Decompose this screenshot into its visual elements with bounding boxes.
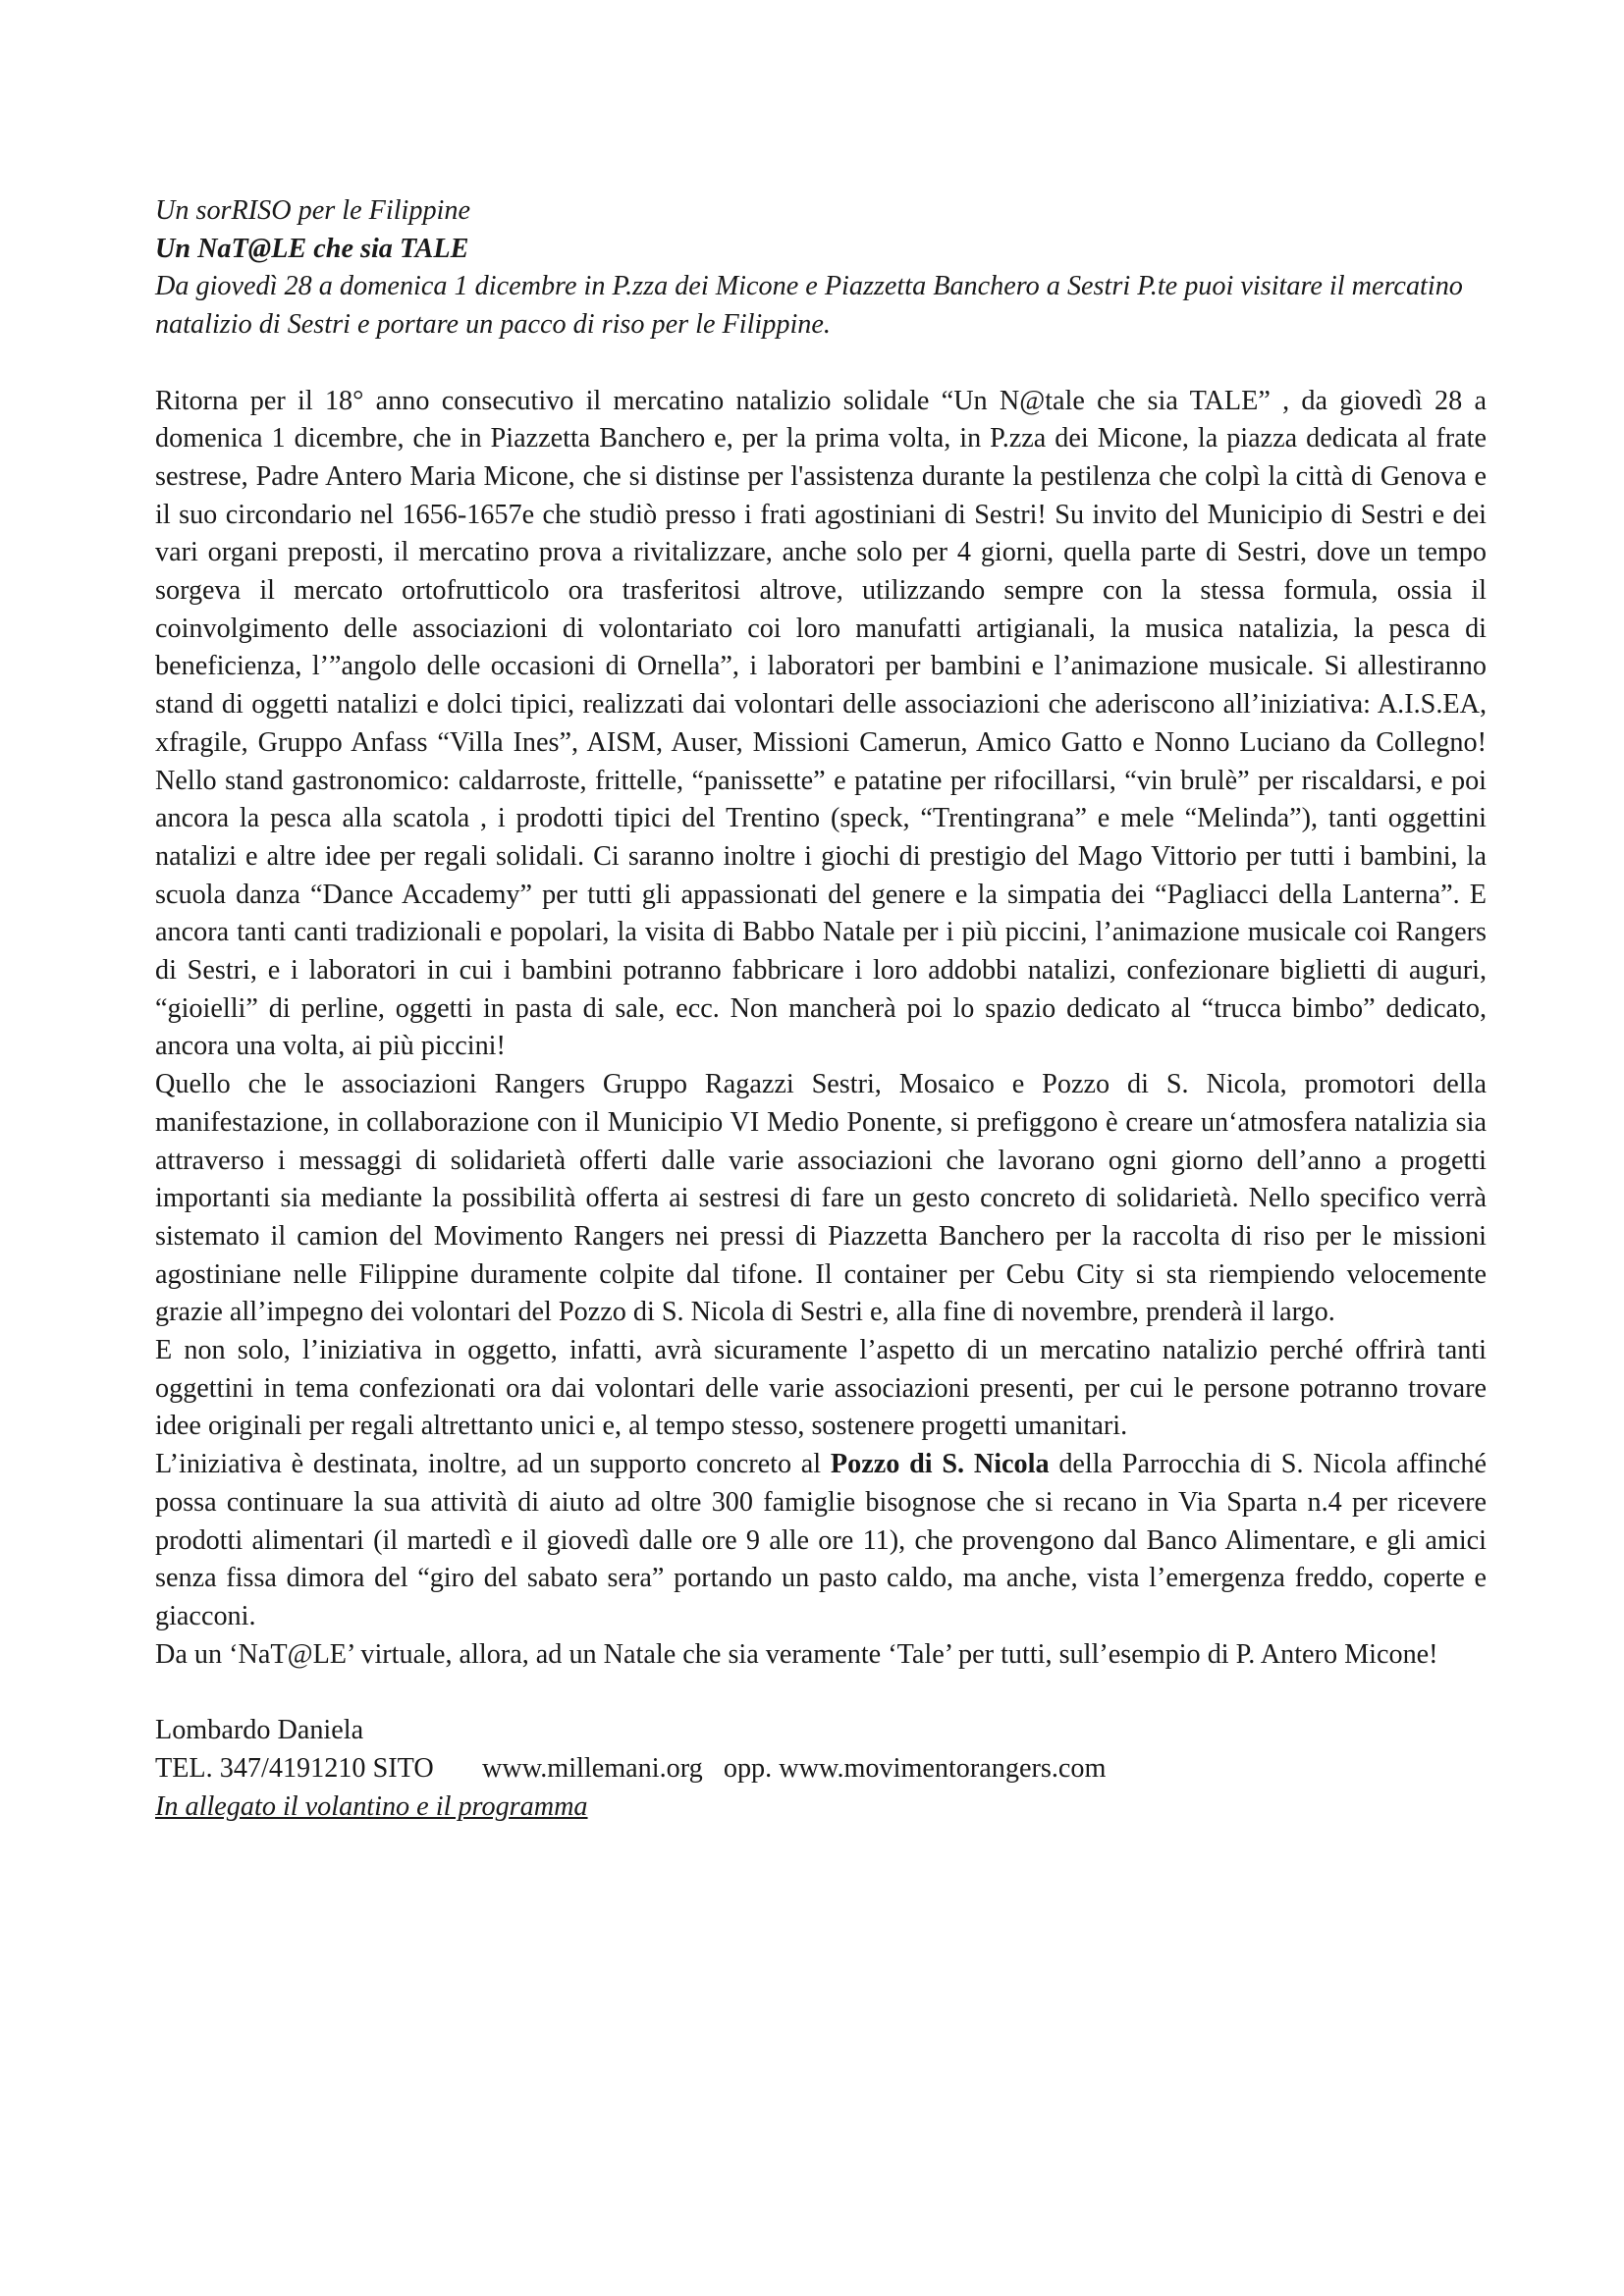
header-title: Un NaT@LE che sia TALE: [155, 233, 469, 264]
author-name: Lombardo Daniela: [155, 1715, 364, 1746]
attachment-note: In allegato il volantino e il programma: [155, 1790, 588, 1822]
paragraph-2: Quello che le associazioni Rangers Gruppo Ragazzi Sestri, Mosaico e Pozzo di S. Nicola, promotori della manifestazione, in collaborazione con il Municipio VI Medio Ponente, si prefiggono è creare un‘atmosfera natalizia sia attraverso i messaggi di solidarietà offerti dalle varie associazioni che lavorano ogni giorno dell’anno a progetti importanti sia mediante la possibilità offerta ai sestresi di fare un gesto concreto di solidarietà. Nello specifico verrà sistemato il camion del Movimento Rangers nei pressi di Piazzetta Banchero per la raccolta di riso per le missioni agostiniane nelle Filippine duramente colpite dal tifone. Il container per Cebu City si sta riempiendo velocemente grazie all’impegno dei volontari del Pozzo di S. Nicola di Sestri e, alla fine di novembre, prenderà il largo.: [155, 1069, 1487, 1328]
paragraph-1: Ritorna per il 18° anno consecutivo il mercatino natalizio solidale “Un N@tale che sia TALE” , da giovedì 28 a domenica 1 dicembre, che in Piazzetta Banchero e, per la prima volta, in P.zza dei Micone, la piazza dedicata al frate sestrese, Padre Antero Maria Micone, che si distinse per l'assistenza durante la pestilenza che colpì la città di Genova e il suo circondario nel 1656-1657e che studiò presso i frati agostiniani di Sestri! Su invito del Municipio di Sestri e dei vari organi preposti, il mercatino prova a rivitalizzare, anche solo per 4 giorni, quella parte di Sestri, dove un tempo sorgeva il mercato ortofrutticolo ora trasferitosi altrove, utilizzando sempre con la stessa formula, ossia il coinvolgimento delle associazioni di volontariato coi loro manufatti artigianali, la musica natalizia, la pesca di beneficienza, l’”angolo delle occasioni di Ornella”, i laboratori per bambini e l’animazione musicale. Si allestiranno stand di oggetti natalizi e dolci tipici, realizzati dai volontari delle associazioni che aderiscono all’iniziativa: A.I.S.EA, xfragile, Gruppo Anfass “Villa Ines”, AISM, Auser, Missioni Camerun, Amico Gatto e Nonno Luciano da Collegno! Nello stand gastronomico: caldarroste, frittelle, “panissette” e patatine per rifocillarsi, “vin brulè” per riscaldarsi, e poi ancora la pesca alla scatola , i prodotti tipici del Trentino (speck, “Trentingrana” e mele “Melinda”), tanti oggettini natalizi e altre idee per regali solidali. Ci saranno inoltre i giochi di prestigio del Mago Vittorio per tutti i bambini, la scuola danza “Dance Accademy” per tutti gli appassionati del genere e la simpatia dei “Pagliacci della Lanterna”. E ancora tanti canti tradizionali e popolari, la visita di Babbo Natale per i più piccini, l’animazione musicale coi Rangers di Sestri, e i laboratori in cui i bambini potranno fabbricare i loro addobbi natalizi, confezionare biglietti di auguri, “gioielli” di perline, oggetti in pasta di sale, ecc. Non mancherà poi lo spazio dedicato al “trucca bimbo” dedicato, ancora una volta, ai più piccini!: [155, 385, 1487, 1062]
paragraph-4-post: della Parrocchia di S. Nicola affinché possa continuare la sua attività di aiuto ad oltre 300 famiglie bisognose che si recano in Via Sparta n.4 per ricevere prodotti alimentari (il martedì e il giovedì dalle ore 9 alle ore 11), che provengono dal Banco Alimentare, e gli amici senza fissa dimora del “giro del sabato sera” portando un pasto caldo, ma anche, vista l’emergenza freddo, coperte e giacconi.: [155, 1449, 1487, 1631]
spacer: [155, 1674, 1487, 1712]
header-subtitle: Da giovedì 28 a domenica 1 dicembre in P.zza dei Micone e Piazzetta Banchero a Sestri P.te puoi visitare il mercatino natalizio di Sestri e portare un pacco di riso per le Filippine.: [155, 271, 1463, 341]
header-line-1: Un sorRISO per le Filippine: [155, 195, 470, 226]
paragraph-4: [155, 1446, 1487, 1636]
paragraph-4-pre: L’iniziativa è destinata, inoltre, ad un supporto concreto al: [155, 1449, 831, 1480]
spacer: [155, 345, 1487, 383]
contact-line: TEL. 347/4191210 SITO www.millemani.org opp. www.movimentorangers.com: [155, 1752, 1107, 1784]
paragraph-5: Da un ‘NaT@LE’ virtuale, allora, ad un Natale che sia veramente ‘Tale’ per tutti, sull’esempio di P. Antero Micone!: [155, 1638, 1438, 1670]
pozzo-name: Pozzo di S. Nicola: [830, 1449, 1050, 1480]
paragraph-3: E non solo, l’iniziativa in oggetto, infatti, avrà sicuramente l’aspetto di un mercatino natalizio perché offrirà tanti oggettini in tema confezionati ora dai volontari delle varie associazioni presenti, per cui le persone potranno trovare idee originali per regali altrettanto unici e, al tempo stesso, sostenere progetti umanitari.: [155, 1335, 1487, 1442]
document-page: [155, 192, 1487, 1826]
